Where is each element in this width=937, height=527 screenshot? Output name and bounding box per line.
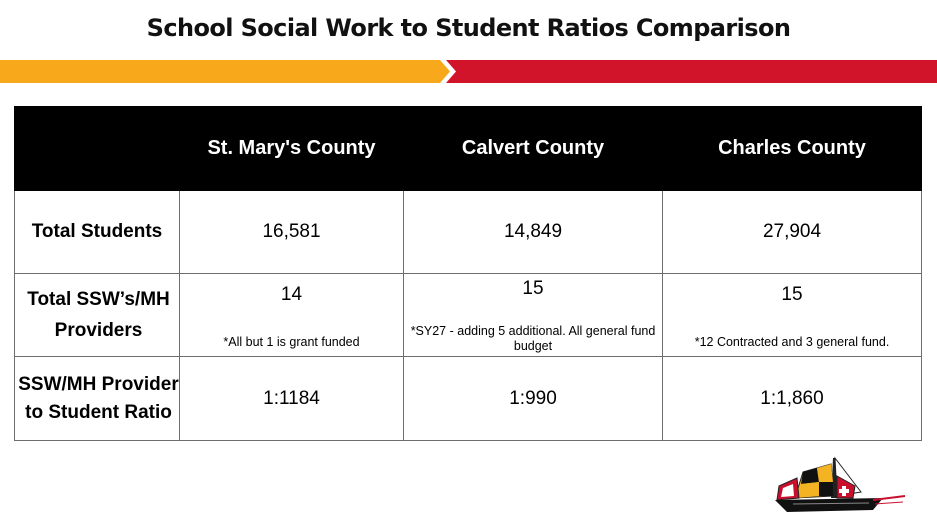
cell-value: 27,904: [663, 191, 922, 274]
cell-value: 15: [522, 278, 544, 299]
page-title: School Social Work to Student Ratios Comparison: [146, 14, 791, 42]
red-banner-bar: [446, 60, 937, 83]
cell-note: *SY27 - adding 5 additional. All general fund budget: [410, 324, 656, 353]
cell-value: 1:1,860: [663, 357, 922, 441]
column-header-st-marys: St. Mary's County: [180, 107, 404, 191]
row-label-total-students: Total Students: [15, 191, 180, 274]
yellow-banner-bar: [0, 60, 450, 83]
cell-value: 14,849: [404, 191, 663, 274]
maryland-flag-ship-logo-icon: [773, 452, 913, 518]
cell-value-with-note: [663, 274, 922, 357]
cell-value-with-note: [180, 274, 404, 357]
cell-value: 1:990: [404, 357, 663, 441]
cell-value: 16,581: [180, 191, 404, 274]
ratio-comparison-table: [14, 106, 922, 441]
row-label-providers: [15, 274, 180, 357]
cell-value: 15: [781, 284, 803, 305]
column-header-calvert: Calvert County: [404, 107, 663, 191]
cell-note: *12 Contracted and 3 general fund.: [694, 335, 890, 349]
table-row: [15, 357, 922, 441]
cell-value-with-note: [404, 274, 663, 357]
row-label-text: Total SSW’s/MH Providers: [27, 289, 170, 341]
row-label-text: SSW/MH Provider to Student Ratio: [18, 373, 179, 423]
header-empty-cell: [15, 107, 180, 191]
cell-value: 14: [280, 284, 303, 305]
cell-note: *All but 1 is grant funded: [223, 335, 360, 349]
table-row: [15, 274, 922, 357]
cell-value: 1:1184: [180, 357, 404, 441]
column-header-charles: Charles County: [663, 107, 922, 191]
row-label-ratio: [15, 357, 180, 441]
table-row: [15, 191, 922, 274]
table-header-row: [15, 107, 922, 191]
